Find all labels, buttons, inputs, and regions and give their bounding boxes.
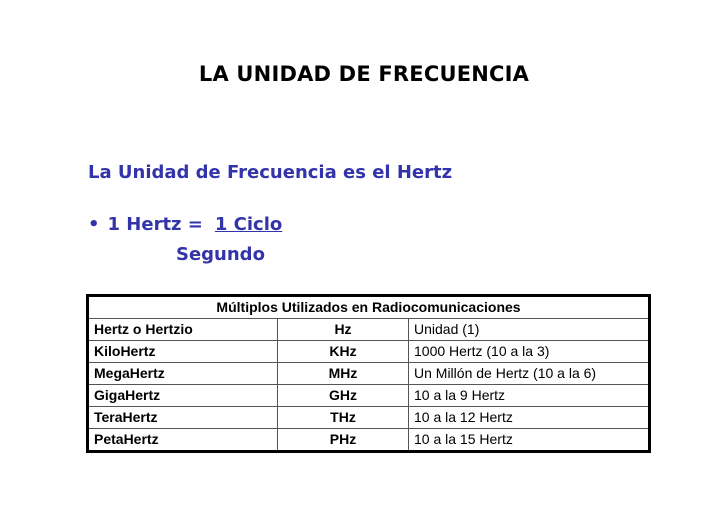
table-row xyxy=(88,341,650,363)
formula-lhs: 1 Hertz = xyxy=(107,214,203,235)
formula-numerator: 1 Ciclo xyxy=(214,214,283,235)
table-header: Múltiplos Utilizados en Radiocomunicaciones xyxy=(88,296,650,319)
table-row xyxy=(88,363,650,385)
table-header-row xyxy=(88,296,650,319)
slide-title: LA UNIDAD DE FRECUENCIA xyxy=(198,62,530,86)
unit-description: Unidad (1) xyxy=(409,319,650,341)
frequency-multiples-table xyxy=(86,294,651,453)
unit-name: KiloHertz xyxy=(88,341,278,363)
table-row xyxy=(88,385,650,407)
table-row xyxy=(88,319,650,341)
bullet-marker: • xyxy=(88,214,100,235)
unit-description: 10 a la 9 Hertz xyxy=(409,385,650,407)
unit-symbol: KHz xyxy=(278,341,409,363)
formula-denominator: Segundo xyxy=(176,244,265,265)
slide-subtitle: La Unidad de Frecuencia es el Hertz xyxy=(88,162,453,183)
unit-name: MegaHertz xyxy=(88,363,278,385)
unit-symbol: GHz xyxy=(278,385,409,407)
unit-symbol: MHz xyxy=(278,363,409,385)
unit-name: PetaHertz xyxy=(88,429,278,452)
table-row xyxy=(88,407,650,429)
unit-symbol: THz xyxy=(278,407,409,429)
unit-description: 10 a la 15 Hertz xyxy=(409,429,650,452)
unit-name: TeraHertz xyxy=(88,407,278,429)
unit-symbol: PHz xyxy=(278,429,409,452)
unit-name: GigaHertz xyxy=(88,385,278,407)
unit-description: Un Millón de Hertz (10 a la 6) xyxy=(409,363,650,385)
unit-symbol: Hz xyxy=(278,319,409,341)
unit-description: 1000 Hertz (10 a la 3) xyxy=(409,341,650,363)
table-row xyxy=(88,429,650,452)
unit-description: 10 a la 12 Hertz xyxy=(409,407,650,429)
unit-name: Hertz o Hertzio xyxy=(88,319,278,341)
bullet-formula xyxy=(88,214,282,235)
